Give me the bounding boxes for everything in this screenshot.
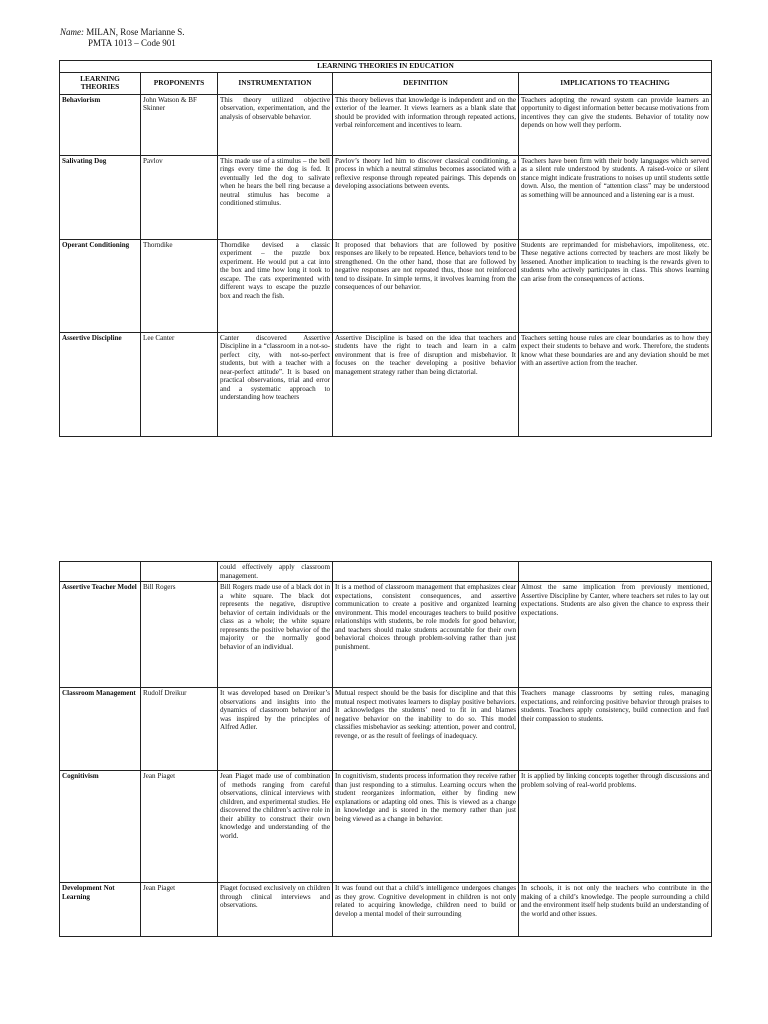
table-title: LEARNING THEORIES IN EDUCATION [60, 61, 712, 73]
implications: Students are reprimanded for misbehaviors, impoliteness, etc. These negative actions corrected by teachers are most likely be lessened. Another implication to teaching is the rewards given to students who actively participates in class. This shows learning can arise from the consequences of actions. [519, 239, 712, 332]
col-header-instrumentation: INSTRUMENTATION [218, 72, 333, 94]
empty-cell [519, 562, 712, 582]
empty-cell [141, 562, 218, 582]
student-name-line [60, 27, 185, 38]
theory-name: Classroom Management [60, 688, 141, 771]
implications: In schools, it is not only the teachers who contribute in the making of a child’s knowledge. The people surrounding a child and the environment itself help students build an understanding of the world and other issues. [519, 883, 712, 937]
implications: Teachers adopting the reward system can provide learners an opportunity to digest information better because motivations from incentives they can give the students. Behavior of totality now depends on how well they perform. [519, 94, 712, 155]
instrumentation: It was developed based on Dreikur’s observations and insights into the dynamics of classroom behavior and was inspired by the principles of Alfred Adler. [218, 688, 333, 771]
col-header-proponents: PROPONENTS [141, 72, 218, 94]
definition: In cognitivism, students process information they receive rather than just responding to a stimulus. Learning occurs when the student reorganizes information, either by finding new explanations or adapting old ones. This is viewed as a change in knowledge and is stored in the memory rather than just being viewed as a change in behavior. [333, 771, 519, 883]
theory-name: Cognitivism [60, 771, 141, 883]
col-header-definition: DEFINITION [333, 72, 519, 94]
col-header-implications: IMPLICATIONS TO TEACHING [519, 72, 712, 94]
student-name: MILAN, Rose Marianne S. [86, 27, 185, 37]
proponents: John Watson & BF Skinner [141, 94, 218, 155]
instrumentation: This made use of a stimulus – the bell rings every time the dog is fed. It eventually led the dog to salivate when he hears the bell ring because a neutral stimulus has become a conditioned stimulus. [218, 155, 333, 239]
implications: It is applied by linking concepts together through discussions and problem solving of real-world problems. [519, 771, 712, 883]
proponents: Jean Piaget [141, 883, 218, 937]
theory-name: Development Not Learning [60, 883, 141, 937]
definition: It was found out that a child’s intelligence undergoes changes as they grow. Cognitive development in children is not only related to acquiring knowledge, children need to build or develop a mental model of their surrounding [333, 883, 519, 937]
definition: It proposed that behaviors that are followed by positive responses are likely to be repeated. Hence, behaviors tend to be strengthened. On the other hand, those that are followed by negative responses are not repeated thus, those not reinforced tend to dissipate. In simple terms, it involves learning from the consequences of our behavior. [333, 239, 519, 332]
definition: Pavlov’s theory led him to discover classical conditioning, a process in which a neutral stimulus becomes associated with a reflexive response through repeated pairings. This depends on developing associations between events. [333, 155, 519, 239]
theory-name: Operant Conditioning [60, 239, 141, 332]
definition: It is a method of classroom management that emphasizes clear expectations, consistent consequences, and assertive communication to create a positive and organized learning environment. This model encourages teachers to build positive relationships with students, be role models for good behavior, and teachers should make students accountable for their own behavioral choices through problem-solving rather than just punishment. [333, 582, 519, 688]
learning-theories-table-page-2 [59, 561, 712, 937]
course-code: PMTA 1013 – Code 901 [88, 38, 176, 48]
instrumentation: Bill Rogers made use of a black dot in a white square. The black dot represents the negative, disruptive behavior of certain individuals or the class as a whole; the white square represents the positive behavior of the majority or the normally good behavior of an individual. [218, 582, 333, 688]
instrumentation: Piaget focused exclusively on children through clinical interviews and observations. [218, 883, 333, 937]
implications: Almost the same implication from previously mentioned, Assertive Discipline by Canter, where teachers set rules to lay out expectations. Students are also given the chance to express their expectations. [519, 582, 712, 688]
table-row [60, 155, 712, 239]
proponents: Lee Canter [141, 332, 218, 436]
definition: This theory believes that knowledge is independent and on the exterior of the learner. It views learners as a blank slate that should be provided with information through repeated actions, verbal reinforcement and incentives to learn. [333, 94, 519, 155]
instrumentation-continued: could effectively apply classroom management. [218, 562, 333, 582]
instrumentation: Canter discovered Assertive Discipline in a “classroom in a not-so-perfect city, with not-so-perfect students, but with a teacher with a near-perfect attitude”. It is based on practical observations, trial and error and a systematic approach to understanding how teachers [218, 332, 333, 436]
table-row [60, 883, 712, 937]
learning-theories-table-page-1 [59, 60, 712, 437]
proponents: Thorndike [141, 239, 218, 332]
table-row [60, 239, 712, 332]
instrumentation: Jean Piaget made use of combination of methods ranging from careful observations, clinical interviews with children, and experimental studies. He discovered the children’s active role in their ability to construct their own knowledge and understanding of the world. [218, 771, 333, 883]
proponents: Jean Piaget [141, 771, 218, 883]
table-row [60, 582, 712, 688]
table-row [60, 332, 712, 436]
implications: Teachers setting house rules are clear boundaries as to how they expect their students to behave and work. Therefore, the students know what these boundaries are and any deviation should be met with an assertive action from the teacher. [519, 332, 712, 436]
table-row [60, 688, 712, 771]
proponents: Rudolf Dreikur [141, 688, 218, 771]
document-header [60, 27, 185, 49]
instrumentation: This theory utilized objective observation, experimentation, and the analysis of observable behavior. [218, 94, 333, 155]
instrumentation: Thorndike devised a classic experiment – the puzzle box experiment. He would put a cat into the box and time how long it took to escape. The cats experimented with different ways to escape the puzzle box and reach the fish. [218, 239, 333, 332]
name-label: Name: [60, 27, 84, 37]
proponents: Bill Rogers [141, 582, 218, 688]
proponents: Pavlov [141, 155, 218, 239]
empty-cell [60, 562, 141, 582]
definition: Assertive Discipline is based on the idea that teachers and students have the right to teach and learn in a calm environment that is free of disruption and misbehavior. It focuses on the teacher developing a positive behavior management strategy rather than being dictatorial. [333, 332, 519, 436]
table-row [60, 771, 712, 883]
theory-name: Behaviorism [60, 94, 141, 155]
definition: Mutual respect should be the basis for discipline and that this mutual respect motivates learners to display positive behaviors. It acknowledges the students’ need to fit in and blames negative behavior on the inability to do so. This model classifies misbehavior as seeking: attention, power and control, revenge, or as the result of feelings of inadequacy. [333, 688, 519, 771]
empty-cell [333, 562, 519, 582]
col-header-theories: LEARNING THEORIES [60, 72, 141, 94]
table-row [60, 562, 712, 582]
table-row [60, 94, 712, 155]
theory-name: Salivating Dog [60, 155, 141, 239]
implications: Teachers manage classrooms by setting rules, managing expectations, and reinforcing positive behavior through praises to students. Teachers apply consistency, build connection and fuel their compassion to students. [519, 688, 712, 771]
theory-name: Assertive Discipline [60, 332, 141, 436]
implications: Teachers have been firm with their body languages which served as a silent rule understood by students. A raised-voice or silent stance might indicate frustrations to noises up until students settle down. Also, the mention of “attention class” may be understood as something will be announced and a listening ear is a must. [519, 155, 712, 239]
theory-name: Assertive Teacher Model [60, 582, 141, 688]
